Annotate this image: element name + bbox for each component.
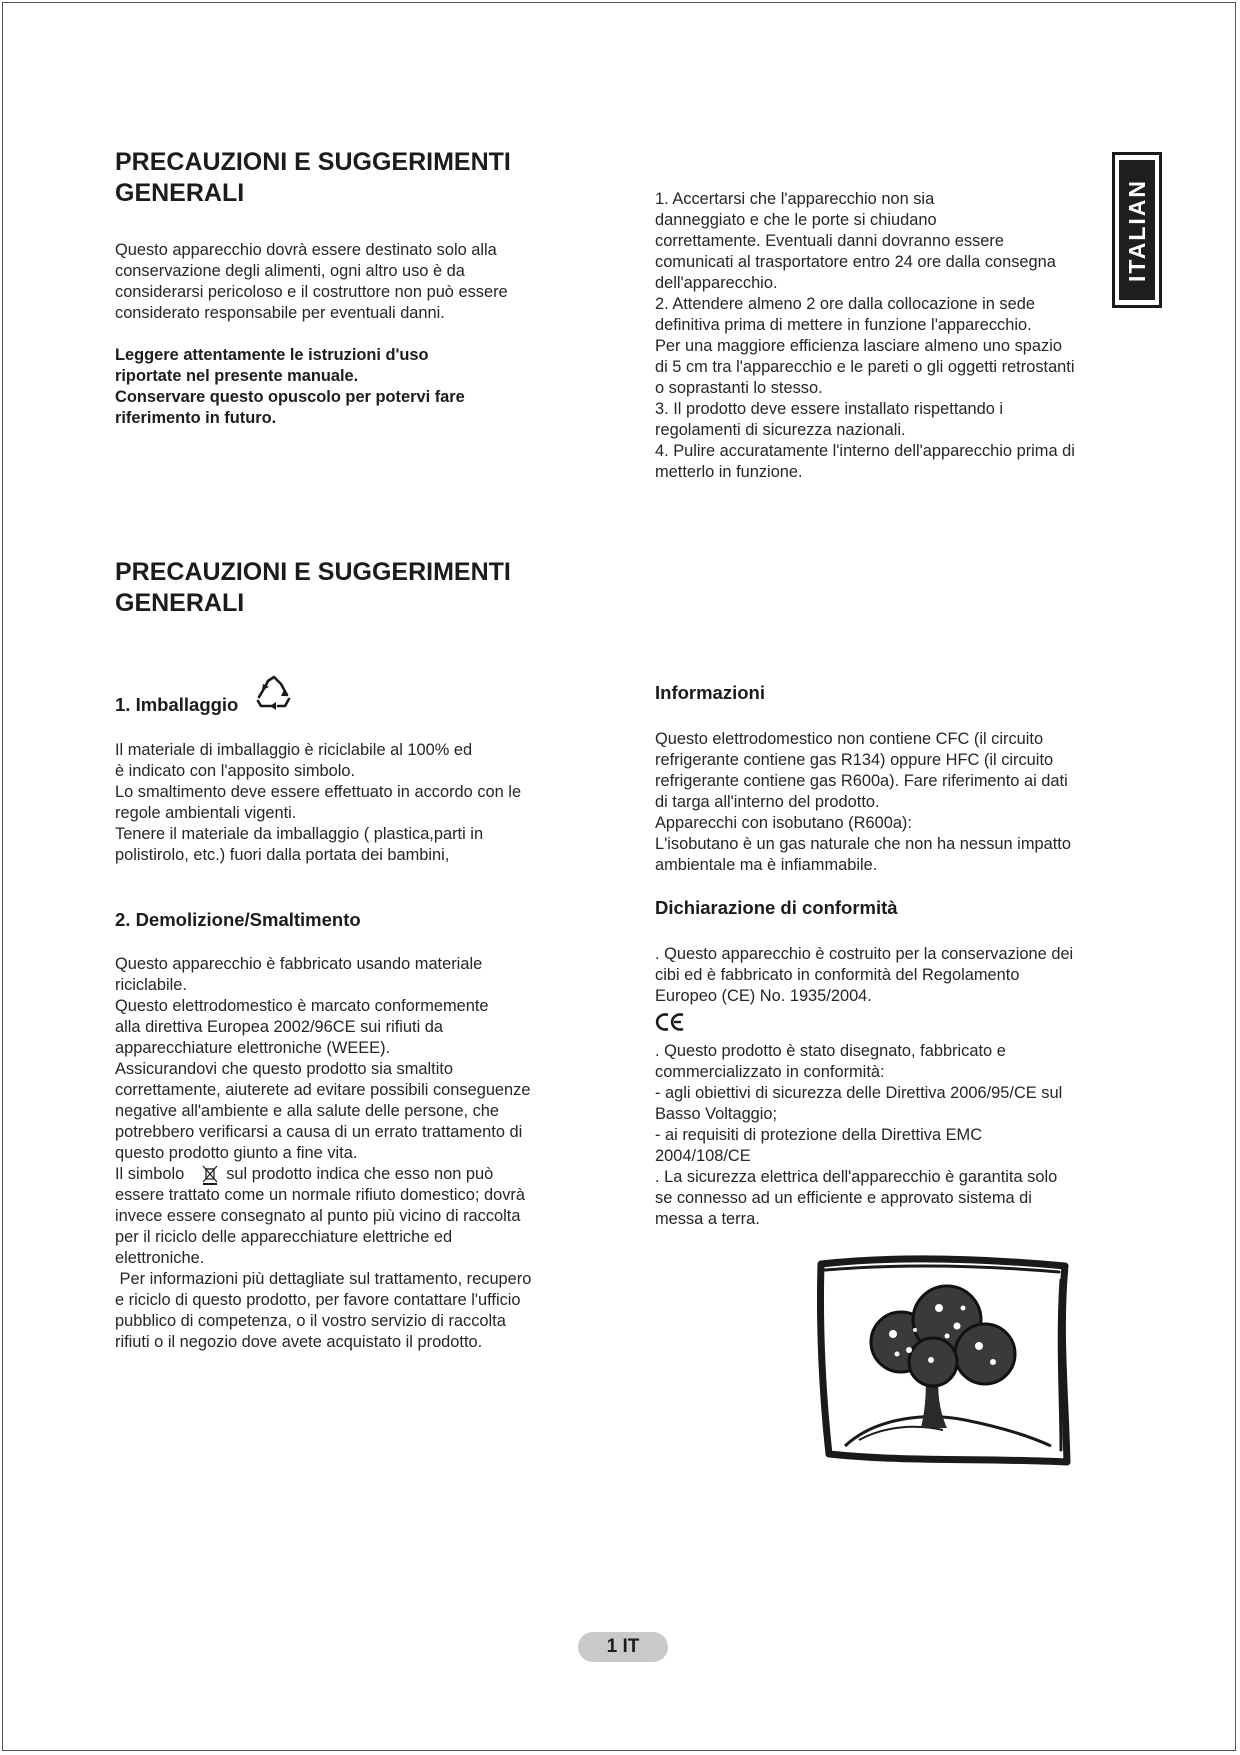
text-line: L'isobutano è un gas naturale che non ha nessun impatto — [655, 835, 1071, 853]
text-line: di 5 cm tra l'apparecchio e le pareti o gli oggetti retrostanti — [655, 358, 1075, 376]
text-line: regole ambientali vigenti. — [115, 804, 297, 822]
text-line: regolamenti di sicurezza nazionali. — [655, 421, 906, 439]
language-tab-fill — [1119, 160, 1155, 300]
section1-notice — [115, 345, 465, 429]
text-line: di targa all'interno del prodotto. — [655, 793, 880, 811]
text-line: Il materiale di imballaggio è riciclabile al 100% ed — [115, 741, 473, 759]
text-line: 3. Il prodotto deve essere installato rispettando i — [655, 400, 1004, 418]
disposal-text — [115, 954, 531, 1353]
packaging-heading-text: 1. Imballaggio — [115, 694, 239, 715]
text-line: - ai requisiti di protezione della Direttiva EMC — [655, 1126, 983, 1144]
text-line: Questo elettrodomestico è marcato conformemente — [115, 997, 489, 1015]
conformity-text — [655, 944, 1073, 1230]
text-line: 2. Attendere almeno 2 ore dalla collocazione in sede — [655, 295, 1035, 313]
section2-title — [115, 557, 511, 619]
text-line: dell'apparecchio. — [655, 274, 778, 292]
text-line: correttamente. Eventuali danni dovranno essere — [655, 232, 1004, 250]
text-line: Questo apparecchio dovrà essere destinato solo alla — [115, 241, 497, 259]
text-line: e riciclo di questo prodotto, per favore contattare l'ufficio — [115, 1291, 521, 1309]
text-line: considerarsi pericoloso e il costruttore non può essere — [115, 283, 508, 301]
text-line: apparecchiature elettroniche (WEEE). — [115, 1039, 391, 1057]
text-line: alla direttiva Europea 2002/96CE sui rifiuti da — [115, 1018, 444, 1036]
ce-mark-icon — [655, 1012, 687, 1032]
text-line: refrigerante contiene gas R600a). Fare riferimento ai dati — [655, 772, 1068, 790]
disposal-heading — [115, 909, 361, 931]
conformity-heading-text: Dichiarazione di conformità — [655, 897, 898, 918]
text-line: . Questo apparecchio è costruito per la conservazione dei — [655, 945, 1074, 963]
text-line: Per informazioni più dettagliate sul trattamento, recupero — [115, 1270, 532, 1288]
text-line: invece essere consegnato al punto più vicino di raccolta — [115, 1207, 521, 1225]
conformity-heading — [655, 897, 898, 919]
text-line: Tenere il materiale da imballaggio ( plastica,parti in — [115, 825, 484, 843]
page-number: 1 IT — [606, 1636, 640, 1657]
text-line: questo prodotto giunto a fine vita. — [115, 1144, 358, 1162]
text-line: . La sicurezza elettrica dell'apparecchio è garantita solo — [655, 1168, 1058, 1186]
section1-title-line2: GENERALI — [115, 179, 245, 207]
text-line: negative all'ambiente e alla salute delle persone, che — [115, 1102, 500, 1120]
language-tab — [1112, 152, 1162, 308]
language-tab-label: ITALIAN — [1123, 178, 1150, 282]
text-line: correttamente, aiuterete ad evitare possibili conseguenze — [115, 1081, 531, 1099]
text-line: riciclabile. — [115, 976, 187, 994]
text-line: elettroniche. — [115, 1249, 205, 1267]
section1-title-line1: PRECAUZIONI E SUGGERIMENTI — [115, 148, 511, 176]
text-line: Questo elettrodomestico non contiene CFC (il circuito — [655, 730, 1044, 748]
text-line: metterlo in funzione. — [655, 463, 803, 481]
text-line: conservazione degli alimenti, ogni altro uso è da — [115, 262, 465, 280]
information-heading — [655, 682, 765, 704]
text-line: Questo apparecchio è fabbricato usando materiale — [115, 955, 483, 973]
text-line: Conservare questo opuscolo per potervi fare — [115, 388, 465, 406]
text-line: 2004/108/CE — [655, 1147, 751, 1165]
packaging-heading — [115, 694, 238, 716]
information-heading-text: Informazioni — [655, 682, 765, 703]
text-line: riportate nel presente manuale. — [115, 367, 359, 385]
text-line: pubblico di competenza, o il vostro servizio di raccolta — [115, 1312, 506, 1330]
text-line: comunicati al trasportatore entro 24 ore dalla consegna — [655, 253, 1056, 271]
weee-bin-icon — [202, 1165, 218, 1185]
text-line: refrigerante contiene gas R134) oppure HFC (il circuito — [655, 751, 1054, 769]
text-line: commercializzato in conformità: — [655, 1063, 885, 1081]
text-line: polistirolo, etc.) fuori dalla portata dei bambini, — [115, 846, 450, 864]
symbol-line-start: Il simbolo — [115, 1165, 185, 1183]
text-line: Europeo (CE) No. 1935/2004. — [655, 987, 872, 1005]
text-line: - agli obiettivi di sicurezza delle Direttiva 2006/95/CE sul — [655, 1084, 1063, 1102]
text-line: Assicurandovi che questo prodotto sia smaltito — [115, 1060, 454, 1078]
information-text — [655, 729, 1071, 876]
text-line: Basso Voltaggio; — [655, 1105, 778, 1123]
text-line: per il riciclo delle apparecchiature elettriche ed — [115, 1228, 453, 1246]
eco-tree-icon — [815, 1250, 1075, 1470]
text-line: 1. Accertarsi che l'apparecchio non sia — [655, 190, 935, 208]
text-line: Leggere attentamente le istruzioni d'uso — [115, 346, 429, 364]
text-line: Per una maggiore efficienza lasciare almeno uno spazio — [655, 337, 1062, 355]
packaging-text — [115, 740, 521, 866]
text-line: o soprastanti lo stesso. — [655, 379, 823, 397]
symbol-line-end: sul prodotto indica che esso non può — [226, 1165, 494, 1183]
text-line: potrebbero verificarsi a causa di un errato trattamento di — [115, 1123, 523, 1141]
text-line: Lo smaltimento deve essere effettuato in accordo con le — [115, 783, 522, 801]
section1-steps — [655, 189, 1075, 483]
text-line: 4. Pulire accuratamente l'interno dell'apparecchio prima di — [655, 442, 1075, 460]
text-line: è indicato con l'apposito simbolo. — [115, 762, 356, 780]
section1-title — [115, 147, 511, 209]
text-line: rifiuti o il negozio dove avete acquistato il prodotto. — [115, 1333, 483, 1351]
recycle-icon — [254, 675, 294, 713]
text-line: se connesso ad un efficiente e approvato sistema di — [655, 1189, 1032, 1207]
ce-mark-line — [655, 1007, 1073, 1041]
text-line: riferimento in futuro. — [115, 409, 277, 427]
text-line: definitiva prima di mettere in funzione l'apparecchio. — [655, 316, 1032, 334]
text-line: Apparecchi con isobutano (R600a): — [655, 814, 912, 832]
text-line: danneggiato e che le porte si chiudano — [655, 211, 937, 229]
section2-title-line2: GENERALI — [115, 589, 245, 617]
symbol-line — [115, 1164, 531, 1185]
text-line: ambientale ma è infiammabile. — [655, 856, 878, 874]
section2-title-line1: PRECAUZIONI E SUGGERIMENTI — [115, 558, 511, 586]
text-line: messa a terra. — [655, 1210, 760, 1228]
text-line: . Questo prodotto è stato disegnato, fabbricato e — [655, 1042, 1006, 1060]
text-line: cibi ed è fabbricato in conformità del Regolamento — [655, 966, 1020, 984]
text-line: considerato responsabile per eventuali danni. — [115, 304, 445, 322]
section1-intro — [115, 240, 508, 324]
disposal-heading-text: 2. Demolizione/Smaltimento — [115, 909, 361, 930]
text-line: essere trattato come un normale rifiuto domestico; dovrà — [115, 1186, 525, 1204]
page-number-badge — [578, 1632, 668, 1662]
